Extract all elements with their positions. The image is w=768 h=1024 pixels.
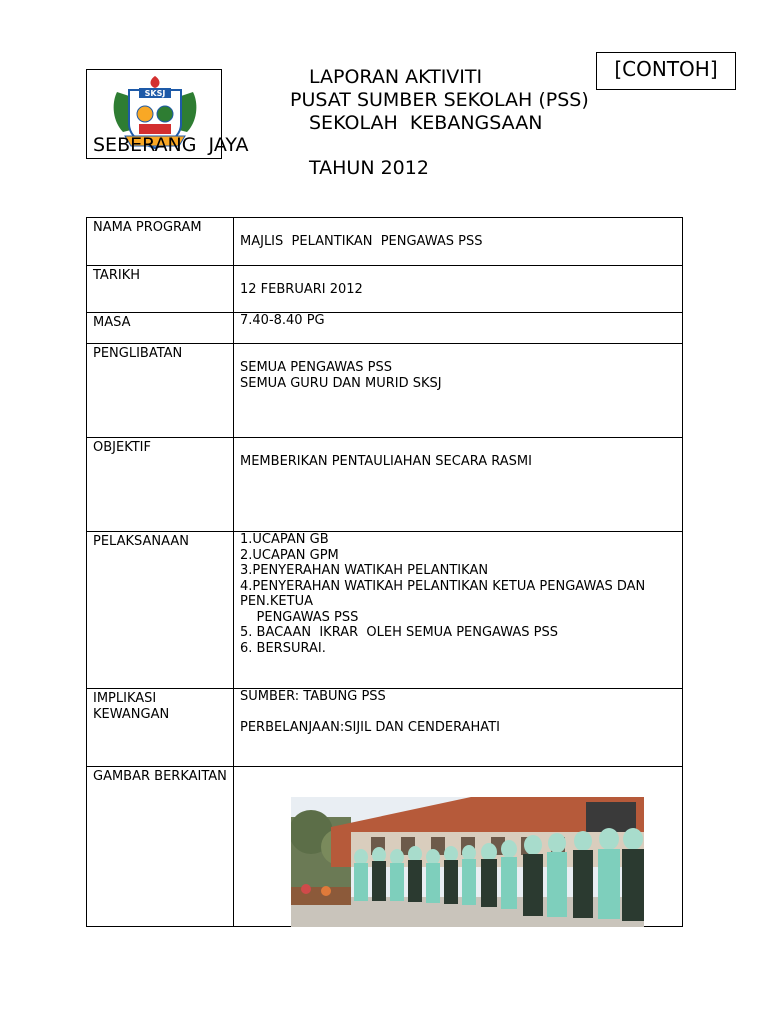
value-implementation-step: 4.PENYERAHAN WATIKAH PELANTIKAN KETUA PENGAWAS DAN PEN.KETUA xyxy=(240,578,650,609)
logo-text: SKSJ xyxy=(144,89,166,98)
table-row xyxy=(87,266,683,313)
label-involvement: PENGLIBATAN xyxy=(87,344,234,438)
table-row xyxy=(87,689,683,767)
school-type: SEKOLAH KEBANGSAAN xyxy=(309,112,543,134)
table-row xyxy=(87,532,683,689)
value-date: 12 FEBRUARI 2012 xyxy=(240,282,363,297)
table-row xyxy=(87,313,683,344)
value-implementation-step: 6. BERSURAI. xyxy=(240,640,326,656)
table-row xyxy=(87,344,683,438)
table-row xyxy=(87,218,683,266)
report-title: LAPORAN AKTIVITI xyxy=(309,66,483,88)
event-photo xyxy=(291,797,644,927)
value-implementation-step: 3.PENYERAHAN WATIKAH PELANTIKAN xyxy=(240,563,489,578)
label-date: TARIKH xyxy=(87,266,234,313)
value-implementation-step: 5. BACAAN IKRAR OLEH SEMUA PENGAWAS PSS xyxy=(240,625,559,640)
value-objective: MEMBERIKAN PENTAULIAHAN SECARA RASMI xyxy=(240,454,532,469)
value-implementation-step: 1.UCAPAN GB xyxy=(240,532,329,547)
value-implementation-step: PENGAWAS PSS xyxy=(240,609,359,625)
value-spacer xyxy=(240,705,676,721)
value-time: 7.40-8.40 PG xyxy=(240,313,325,328)
value-implementation-step: 2.UCAPAN GPM xyxy=(240,547,339,563)
label-implementation: PELAKSANAAN xyxy=(87,532,234,689)
label-objective: OBJEKTIF xyxy=(87,438,234,532)
value-involvement-line: SEMUA GURU DAN MURID SKSJ xyxy=(240,375,442,391)
school-name: SEBERANG JAYA xyxy=(93,134,249,156)
sample-stamp: [CONTOH] xyxy=(596,52,736,90)
value-program-name: MAJLIS PELANTIKAN PENGAWAS PSS xyxy=(240,234,483,249)
label-financial-implication: IMPLIKASI KEWANGAN xyxy=(87,689,234,767)
value-involvement-line: SEMUA PENGAWAS PSS xyxy=(240,360,393,375)
label-related-pictures: GAMBAR BERKAITAN xyxy=(87,767,234,927)
center-name: PUSAT SUMBER SEKOLAH (PSS) xyxy=(290,89,589,111)
value-funding-source: SUMBER: TABUNG PSS xyxy=(240,689,386,704)
table-row xyxy=(87,438,683,532)
report-year: TAHUN 2012 xyxy=(309,157,429,179)
label-program-name: NAMA PROGRAM xyxy=(87,218,234,266)
label-time: MASA xyxy=(87,313,234,344)
value-expenditure: PERBELANJAAN:SIJIL DAN CENDERAHATI xyxy=(240,720,500,735)
